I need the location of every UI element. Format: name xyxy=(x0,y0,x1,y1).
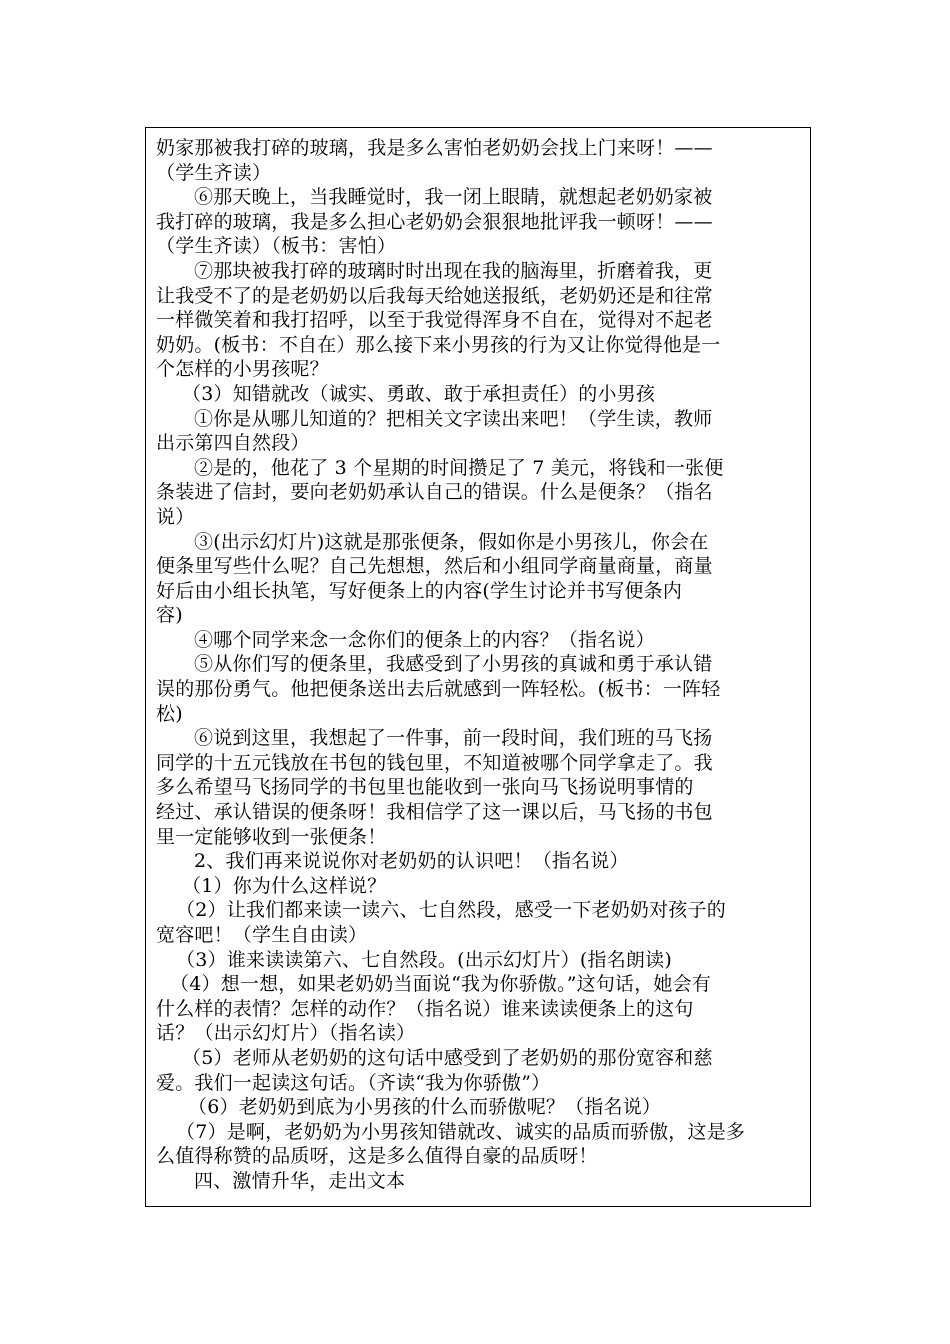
text-line: （3）谁来读读第六、七自然段。(出示幻灯片）(指名朗读) xyxy=(176,948,672,971)
text-line: （5）老师从老奶奶的这句话中感受到了老奶奶的那份宽容和慈 xyxy=(182,1046,713,1069)
text-line: 一样微笑着和我打招呼，以至于我觉得浑身不自在，觉得对不起老 xyxy=(156,309,713,332)
text-line: 便条里写些什么呢？自己先想想，然后和小组同学商量商量，商量 xyxy=(156,555,713,578)
text-line: （学生齐读） xyxy=(156,161,272,184)
text-line: 出示第四自然段） xyxy=(156,432,310,455)
lesson-body xyxy=(156,136,806,1194)
text-line: 我打碎的玻璃，我是多么担心老奶奶会狠狠地批评我一顿呀！—— xyxy=(156,210,713,233)
text-line: 话？（出示幻灯片）（指名读） xyxy=(156,1022,416,1045)
text-line: 爱。我们一起读这句话。（齐读“我为你骄傲”） xyxy=(156,1071,551,1094)
text-line: （7）是啊，老奶奶为小男孩知错就改、诚实的品质而骄傲，这是多 xyxy=(176,1120,746,1143)
text-line: ⑥说到这里，我想起了一件事，前一段时间，我们班的马飞扬 xyxy=(194,727,713,750)
text-line: 松) xyxy=(156,702,183,725)
text-line: ⑥那天晚上，当我睡觉时，我一闭上眼睛，就想起老奶奶家被 xyxy=(194,186,713,209)
text-line: 个怎样的小男孩呢？ xyxy=(156,358,329,381)
text-line: （6）老奶奶到底为小男孩的什么而骄傲呢？（指名说） xyxy=(188,1096,662,1119)
text-line: 奶家那被我打碎的玻璃，我是多么害怕老奶奶会找上门来呀！—— xyxy=(156,137,713,159)
text-line: （2）让我们都来读一读六、七自然段，感受一下老奶奶对孩子的 xyxy=(176,899,726,922)
text-line: 奶奶。(板书：不自在）那么接下来小男孩的行为又让你觉得他是一 xyxy=(156,333,721,356)
text-line: 2、我们再来说说你对老奶奶的认识吧！（指名说） xyxy=(194,850,629,873)
text-line: 好后由小组长执笔，写好便条上的内容(学生讨论并书写便条内 xyxy=(156,579,683,602)
text-line: 说） xyxy=(156,505,195,528)
text-line: ④哪个同学来念一念你们的便条上的内容？（指名说） xyxy=(194,628,655,651)
text-line: ③(出示幻灯片)这就是那张便条，假如你是小男孩儿，你会在 xyxy=(194,530,709,553)
text-line: 多么希望马飞扬同学的书包里也能收到一张向马飞扬说明事情的 xyxy=(156,776,694,799)
lesson-text-box xyxy=(145,127,811,1207)
text-line: 条装进了信封，要向老奶奶承认自己的错误。什么是便条？（指名 xyxy=(156,481,713,504)
text-line: 容) xyxy=(156,604,183,627)
text-line: ⑤从你们写的便条里，我感受到了小男孩的真诚和勇于承认错 xyxy=(194,653,713,676)
text-line: 同学的十五元钱放在书包的钱包里，不知道被哪个同学拿走了。我 xyxy=(156,751,713,774)
text-line: 么值得称赞的品质呀，这是多么值得自豪的品质呀！ xyxy=(156,1145,598,1168)
text-line: 让我受不了的是老奶奶以后我每天给她送报纸，老奶奶还是和往常 xyxy=(156,284,713,307)
text-line: （学生齐读）（板书：害怕） xyxy=(156,235,397,258)
text-line: （1）你为什么这样说？ xyxy=(182,874,387,897)
text-line: ⑦那块被我打碎的玻璃时时出现在我的脑海里，折磨着我，更 xyxy=(194,259,713,282)
text-line: 宽容吧！（学生自由读） xyxy=(156,924,368,946)
text-line: （4）想一想，如果老奶奶当面说“我为你骄傲。”这句话，她会有 xyxy=(170,973,712,996)
text-line: ①你是从哪儿知道的？把相关文字读出来吧！（学生读，教师 xyxy=(194,407,713,430)
text-line: 里一定能够收到一张便条！ xyxy=(156,825,387,848)
section-heading: 四、激情升华，走出文本 xyxy=(194,1169,406,1192)
text-line: 误的那份勇气。他把便条送出去后就感到一阵轻松。(板书：一阵轻 xyxy=(156,678,721,701)
text-line: （3）知错就改（诚实、勇敢、敢于承担责任）的小男孩 xyxy=(182,382,656,405)
text-line: 经过、承认错误的便条呀！我相信学了这一课以后，马飞扬的书包 xyxy=(156,801,713,824)
text-line: 什么样的表情？怎样的动作？（指名说）谁来读读便条上的这句 xyxy=(156,997,694,1020)
text-line: ②是的，他花了 3 个星期的时间攒足了 7 美元，将钱和一张便 xyxy=(194,456,724,479)
